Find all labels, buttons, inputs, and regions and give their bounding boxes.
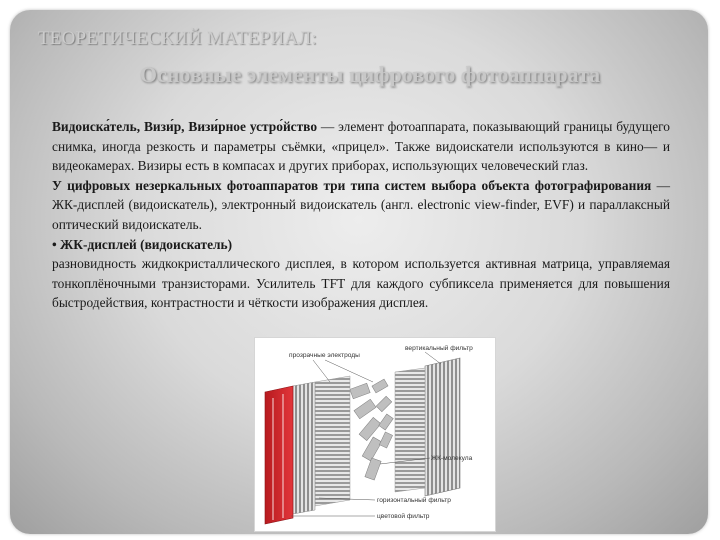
label-electrodes: прозрачные электроды <box>289 352 360 359</box>
systems-description: — ЖК-дисплей (видоискатель), электронный видоискатель (англ. electronic view-finder, EVF) и параллаксный оптический видоискатель. <box>52 177 670 232</box>
lcd-description: разновидность жидкокристаллического дисплея, в котором используется активная матрица, управляемая тонкоплёночными транзисторами. Усилитель TFT для каждого субпиксела применяется для повышения быстродействия, контрастности и чёткости изображения дисплея. <box>52 256 670 311</box>
paragraph-viewfinder <box>52 117 670 176</box>
color-filter-layer <box>265 386 293 524</box>
lcd-layers-svg <box>255 338 495 531</box>
term-systems: У цифровых незеркальных фотоаппаратов три типа систем выбора объекта фотографирования <box>52 177 652 193</box>
label-color-filter: цветовой фильтр <box>377 513 430 520</box>
vertical-filter-layer <box>425 358 460 496</box>
term-viewfinder: Видоиска́тель, Визи́р, Визи́рное устро́йство <box>52 119 318 134</box>
electrode-layer-front <box>315 376 350 506</box>
term-lcd: • ЖК-дисплей (видоискатель) <box>52 236 233 252</box>
paragraph-systems <box>52 176 670 235</box>
lc-molecules <box>350 379 393 480</box>
body-text <box>52 117 670 313</box>
paragraph-lcd-heading <box>52 235 670 255</box>
section-title: ТЕОРЕТИЧЕСКИЙ МАТЕРИАЛ: <box>38 28 317 49</box>
label-lc-molecule: ЖК-молекула <box>431 455 473 462</box>
page-title: Основные элементы цифрового фотоаппарата <box>139 62 601 87</box>
label-horizontal-filter: горизонтальный фильтр <box>377 497 451 504</box>
label-vertical-filter: вертикальный фильтр <box>405 345 473 352</box>
viewfinder-definition: — элемент фотоаппарата, показывающий границы будущего снимка, иногда резкость и параметры съёмки, «прицел». Также видоискатели используются в кино— и видеокамерах. Визиры есть в компасах и других приборах, использующих человеческий глаз. <box>52 119 670 174</box>
paragraph-lcd <box>52 254 670 313</box>
lcd-structure-diagram <box>254 337 496 532</box>
horizontal-filter-layer <box>293 382 315 514</box>
electrode-layer-back <box>395 368 425 492</box>
